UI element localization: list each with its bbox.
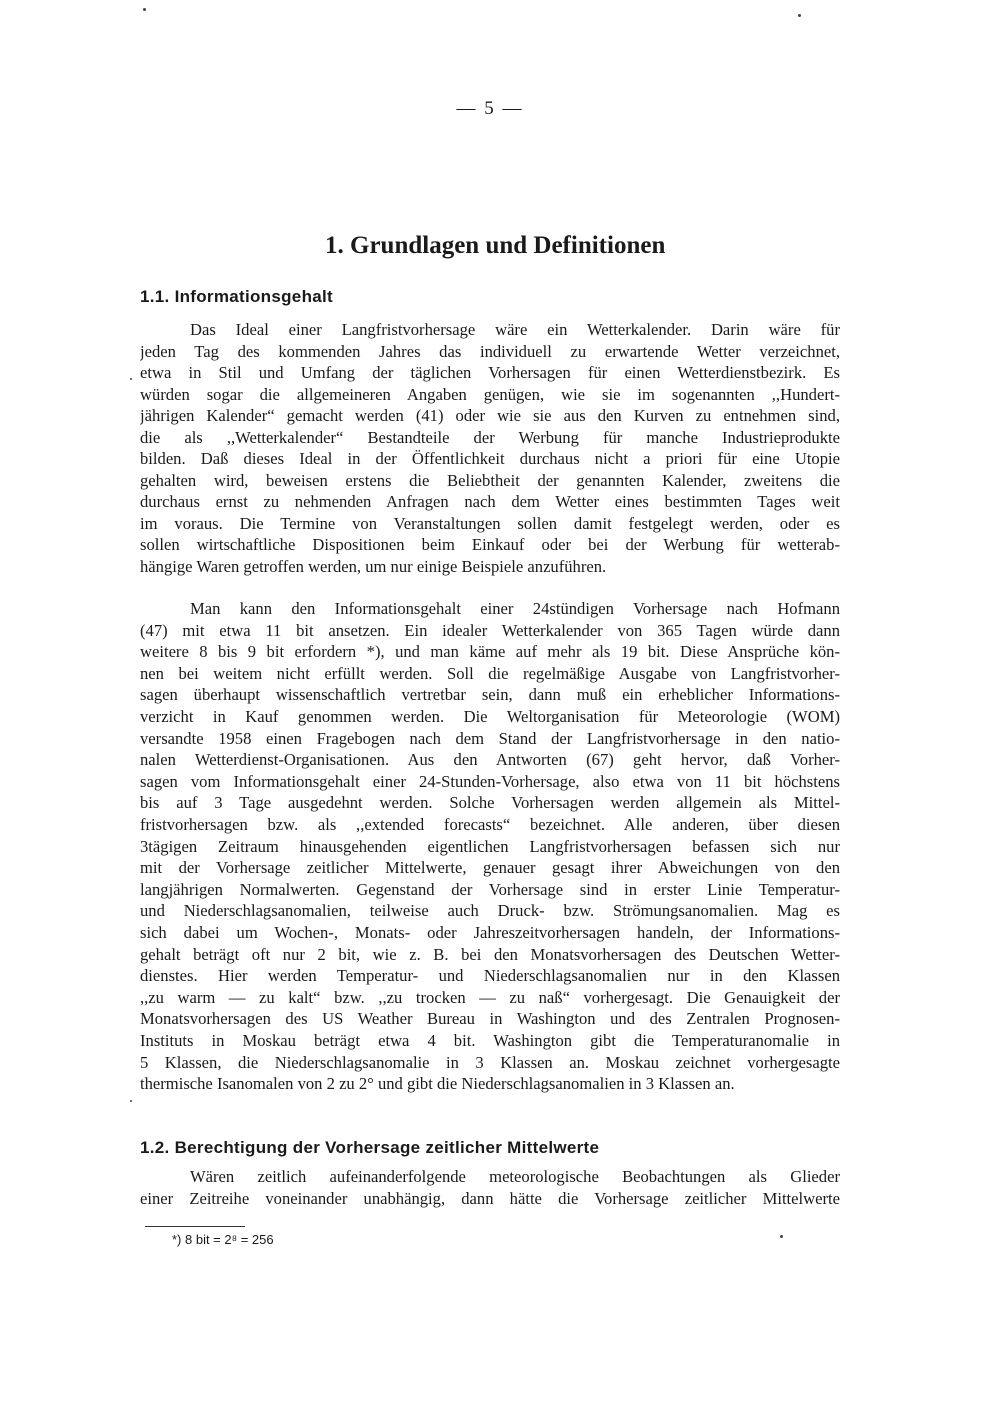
text-line: gehalten wird, beweisen erstens die Beliebtheit der genannten Kalender, zweitens die (140, 470, 840, 490)
text-line: sollen wirtschaftliche Dispositionen beim Einkauf oder bei der Werbung für wetterab- (140, 535, 840, 554)
text-line: Wären zeitlich aufeinanderfolgende meteorologische Beobachtungen als Glieder (190, 1167, 840, 1186)
text-line: ,,zu warm — zu kalt“ bzw. ,,zu trocken — zu naß“ vorhergesagt. Die Genauigkeit der (140, 987, 840, 1007)
text-line: bis auf 3 Tage ausgedehnt werden. Solche Vorhersagen werden allgemein als Mittel- (140, 793, 840, 813)
text-line: würden sogar die allgemeineren Angaben genügen, wie sie im sogenannten ,,Hundert- (140, 384, 840, 404)
page-number: — 5 — (456, 98, 524, 119)
text-line: weitere 8 bis 9 bit erfordern *), und man käme auf mehr als 19 bit. Diese Ansprüche kön- (140, 642, 840, 662)
text-line: fristvorhersagen bzw. als ,,extended forecasts“ bezeichnet. Alle anderen, über diesen (140, 815, 840, 834)
text-line: und Niederschlagsanomalien, teilweise auch Druck- bzw. Strömungsanomalien. Mag es (140, 901, 840, 921)
text-line: Instituts in Moskau beträgt etwa 4 bit. Washington gibt die Temperaturanomalie in (140, 1031, 840, 1050)
text-line: mit der Vorhersage zeitlicher Mittelwerte, genauer gesagt ihrer Abweichungen von den (140, 858, 840, 878)
text-line: nalen Wetterdienst-Organisationen. Aus den Antworten (67) geht hervor, daß Vorher- (140, 750, 840, 770)
text-line: Das Ideal einer Langfristvorhersage wäre ein Wetterkalender. Darin wäre für (190, 320, 840, 339)
text-line: die als ,,Wetterkalender“ Bestandteile der Werbung für manche Industrieprodukte (140, 427, 840, 447)
scan-speck (143, 8, 146, 11)
text-line: im voraus. Die Termine von Veranstaltungen sollen damit festgelegt werden, oder es (140, 513, 840, 533)
text-line: sagen überhaupt wissenschaftlich vertretbar sein, dann muß ein erheblicher Informations- (140, 685, 840, 705)
text-line: nen bei weitem nicht erfüllt werden. Soll die regelmäßige Ausgabe von Langfristvorher- (140, 663, 840, 683)
text-line: gehalt beträgt oft nur 2 bit, wie z. B. bei den Monatsvorhersagen des Deutschen Wetter- (140, 944, 840, 964)
text-line: 3tägigen Zeitraum hinausgehenden eigentlichen Langfristvorhersagen befassen sich nur (140, 836, 840, 856)
text-line: Man kann den Informationsgehalt einer 24stündigen Vorhersage nach Hofmann (190, 599, 840, 618)
text-line: thermische Isanomalen von 2 zu 2° und gibt die Niederschlagsanomalien in 3 Klassen an. (140, 1074, 735, 1094)
text-line: einer Zeitreihe voneinander unabhängig, dann hätte die Vorhersage zeitlicher Mittelwerte (140, 1189, 840, 1208)
text-line: sich dabei um Wochen-, Monats- oder Jahreszeitvorhersagen handeln, der Informations- (140, 923, 840, 942)
text-line: jährigen Kalender“ gemacht werden (41) oder wie sie aus den Kurven zu entnehmen sind, (140, 406, 840, 425)
section-heading-1-1: 1.1. Informationsgehalt (140, 287, 333, 306)
chapter-title: 1. Grundlagen und Definitionen (325, 232, 666, 259)
scan-speck (130, 1100, 132, 1102)
scan-speck (798, 14, 801, 17)
section-heading-1-2: 1.2. Berechtigung der Vorhersage zeitlicher Mittelwerte (140, 1138, 600, 1157)
scan-speck (130, 378, 132, 380)
text-line: verzicht in Kauf genommen werden. Die Weltorganisation für Meteorologie (WOM) (140, 707, 840, 726)
footnote: *) 8 bit = 2⁸ = 256 (172, 1232, 274, 1247)
text-line: hängige Waren getroffen werden, um nur einige Beispiele anzuführen. (140, 556, 607, 576)
text-line: sagen vom Informationsgehalt einer 24-Stunden-Vorhersage, also etwa von 11 bit höchstens (140, 771, 840, 791)
footnote-rule (145, 1226, 245, 1227)
text-line: langjährigen Normalwerten. Gegenstand der Vorhersage sind in erster Linie Temperatur- (140, 879, 840, 899)
text-line: etwa in Stil und Umfang der täglichen Vorhersagen für einen Wetterdienstbezirk. Es (140, 363, 840, 382)
text-line: Monatsvorhersagen des US Weather Bureau in Washington und des Zentralen Prognosen- (140, 1009, 840, 1029)
text-line: durchaus ernst zu nehmenden Anfragen nach dem Wetter eines bestimmten Tages weit (140, 492, 840, 511)
text-line: jeden Tag des kommenden Jahres das individuell zu erwartende Wetter verzeichnet, (140, 341, 840, 361)
text-line: versandte 1958 einen Fragebogen nach dem Stand der Langfristvorhersage in den natio- (140, 728, 840, 748)
text-line: 5 Klassen, die Niederschlagsanomalie in 3 Klassen an. Moskau zeichnet vorhergesagte (140, 1052, 840, 1072)
text-line: bilden. Daß dieses Ideal in der Öffentlichkeit durchaus nicht a priori für eine Utopie (140, 449, 840, 468)
scan-speck (780, 1235, 783, 1238)
text-line: (47) mit etwa 11 bit ansetzen. Ein idealer Wetterkalender von 365 Tagen würde dann (140, 620, 840, 640)
text-line: dienstes. Hier werden Temperatur- und Niederschlagsanomalien nur in den Klassen (140, 966, 840, 986)
